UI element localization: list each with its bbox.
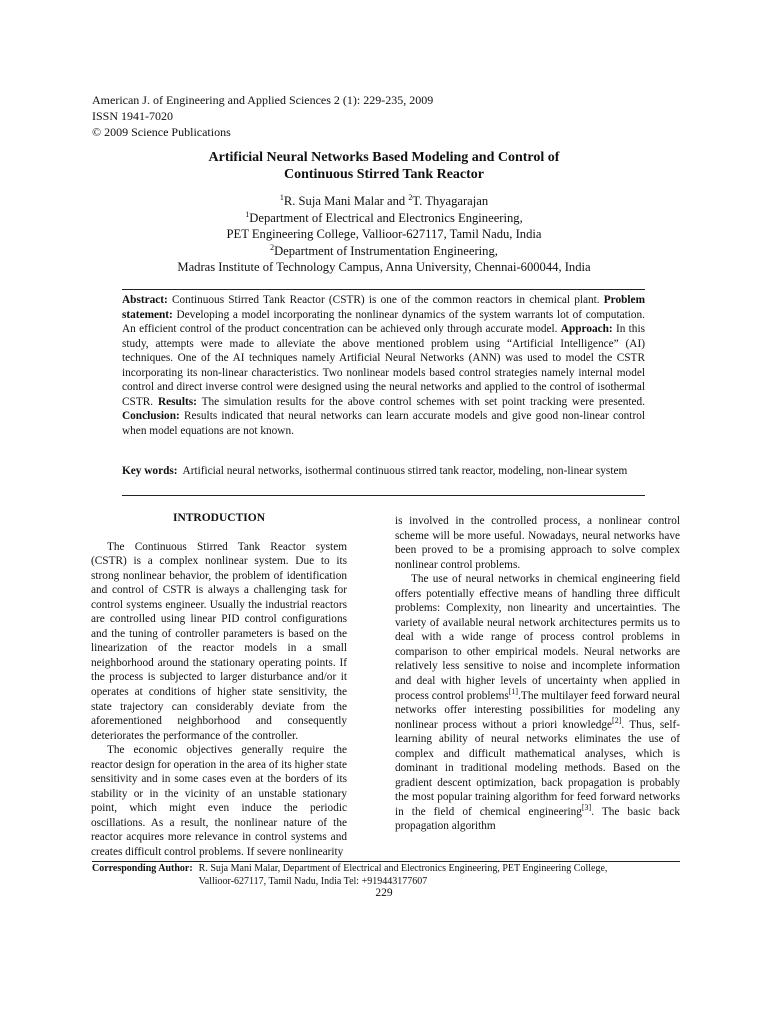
affiliation1-dept: Department of Electrical and Electronics Engineering, — [249, 210, 523, 225]
author2-superscript: 2 — [408, 192, 413, 202]
para4-part-c: . Thus, self-learning ability of neural networks eliminates the use of complex and difficult mathematical analyses, which is dominant in traditional modeling methods. Based on the gradient descent optimization, back propagation is probably the most popular training algorithm for feed forward networks in the field of chemical engineering — [395, 718, 680, 818]
intro-paragraph-4 — [395, 572, 680, 834]
introduction-heading: INTRODUCTION — [172, 512, 265, 524]
keywords-label: Key words: — [122, 465, 178, 477]
author2-name: T. Thyagarajan — [412, 194, 489, 208]
affiliation2-superscript: 2 — [270, 242, 275, 252]
corresponding-label: Corresponding Author: — [92, 863, 193, 874]
abstract-label: Abstract: — [122, 294, 168, 306]
journal-issn: ISSN 1941-7020 — [92, 109, 174, 123]
citation-ref-1: [1] — [508, 686, 519, 696]
affiliation1-superscript: 1 — [245, 209, 250, 219]
affiliation-1 — [92, 210, 676, 227]
corresponding-line-1: R. Suja Mani Malar, Department of Electrical and Electronics Engineering, PET Engineering College, — [198, 863, 608, 874]
conclusion-text: Results indicated that neural networks can learn accurate models and give good non-linear control when model equations are not known. — [122, 410, 645, 437]
title-line-2: Continuous Stirred Tank Reactor — [283, 167, 485, 182]
abstract-top-rule — [122, 289, 645, 290]
para4-part-b: .The multilayer feed forward neural networks offer interesting possibilities for modeling any nonlinear process without a priori knowledge — [395, 689, 680, 731]
left-column — [91, 511, 347, 860]
citation-ref-2: [2] — [612, 715, 622, 725]
paper-title — [92, 149, 676, 183]
affiliation1-place: PET Engineering College, Vallioor-627117, Tamil Nadu, India — [226, 227, 542, 241]
problem-statement-text: Developing a model incorporating the nonlinear dynamics of the system warrants lot of computation. An efficient control of the product concentration can be achieved only through accurate model. — [122, 308, 645, 335]
keywords-text: Artificial neural networks, isothermal continuous stirred tank reactor, modeling, non-linear system — [182, 465, 628, 477]
intro-paragraph-1: The Continuous Stirred Tank Reactor system (CSTR) is a complex nonlinear system. Due to its strong nonlinear behavior, the problem of identification and control of CSTR is always a challenging task for control systems engineer. Usually the industrial reactors are controlled using linear PID control configurations and the tuning of controller parameters is based on the linearization of the reactor models in a small neighborhood around the stationary operating points. If the process is subjected to larger disturbance and/or it operates at conditions of higher state sensitivity, the state trajectory can considerably deviate from the aforementioned neighborhood and consequently deteriorates the performance of the controller. — [91, 540, 347, 742]
corresponding-details — [199, 862, 692, 888]
corresponding-line-2: Vallioor-627117, Tamil Nadu, India Tel: +919443177607 — [198, 876, 428, 887]
title-line-1: Artificial Neural Networks Based Modeling and Control of — [208, 150, 560, 165]
affiliation2-place: Madras Institute of Technology Campus, Anna University, Chennai-600044, India — [177, 260, 591, 274]
conclusion-label: Conclusion: — [122, 410, 180, 422]
para4-part-a: The use of neural networks in chemical engineering field offers potentially effective means of handling three difficult problems: Complexity, non linearity and uncertainties. The variety of available neural network architectures permits us to deal with a wide range of process control problems in comparison to other empirical models. Neural networks are relatively less sensitive to noise and incomplete information and deal with higher levels of uncertainty when applied in process control problems — [395, 573, 680, 702]
results-label: Results: — [157, 395, 197, 408]
keywords-block — [122, 464, 645, 479]
journal-header — [92, 92, 433, 140]
keywords-bottom-rule — [122, 495, 645, 496]
affiliation2-dept: Department of Instrumentation Engineering, — [274, 243, 498, 258]
page-number: 229 — [375, 887, 393, 899]
approach-text: In this study, attempts were made to alleviate the above mentioned problem using “Artificial Intelligence” (AI) techniques. One of the AI techniques namely Artificial Neural Networks (ANN) was used to model the CSTR incorporating its non-linear characteristics. Two nonlinear models based control strategies namely internal model control and direct inverse control were designed using the neural networks and applied to the control of isothermal CSTR. — [122, 323, 645, 408]
corresponding-author — [92, 862, 692, 888]
author1-name: R. Suja Mani Malar and — [283, 194, 409, 208]
para4-part-d: . The basic back propagation algorithm — [395, 805, 680, 833]
abstract-block — [122, 293, 645, 438]
citation-ref-3: [3] — [581, 803, 592, 813]
results-text: The simulation results for the above control schemes with set point tracking were presented. — [196, 395, 645, 408]
abstract-text: Continuous Stirred Tank Reactor (CSTR) is one of the common reactors in chemical plant. — [167, 294, 604, 306]
author-block — [92, 193, 676, 276]
intro-paragraph-3: is involved in the controlled process, a nonlinear control scheme will be more useful. Nowadays, neural networks have been proved to be a promising approach to solve complex nonlinear control problems. — [395, 515, 680, 571]
affiliation-2 — [92, 243, 676, 260]
problem-statement-label: Problem statement: — [122, 294, 645, 321]
author1-superscript: 1 — [279, 192, 284, 202]
author-names — [92, 193, 676, 210]
right-column — [395, 514, 680, 834]
intro-paragraph-2: The economic objectives generally require the reactor design for operation in the area of its higher state sensitivity and in some cases even at the borders of its stability or in the vicinity of an unstable stationary point, which might even induce the periodic oscillations. As a result, the nonlinear nature of the reactor acquires more relevance in control systems and creates difficult control problems. If severe nonlinearity — [91, 744, 347, 859]
journal-citation: American J. of Engineering and Applied Sciences 2 (1): 229-235, 2009 — [92, 93, 434, 107]
approach-label: Approach: — [560, 323, 613, 335]
journal-copyright: © 2009 Science Publications — [92, 125, 231, 139]
